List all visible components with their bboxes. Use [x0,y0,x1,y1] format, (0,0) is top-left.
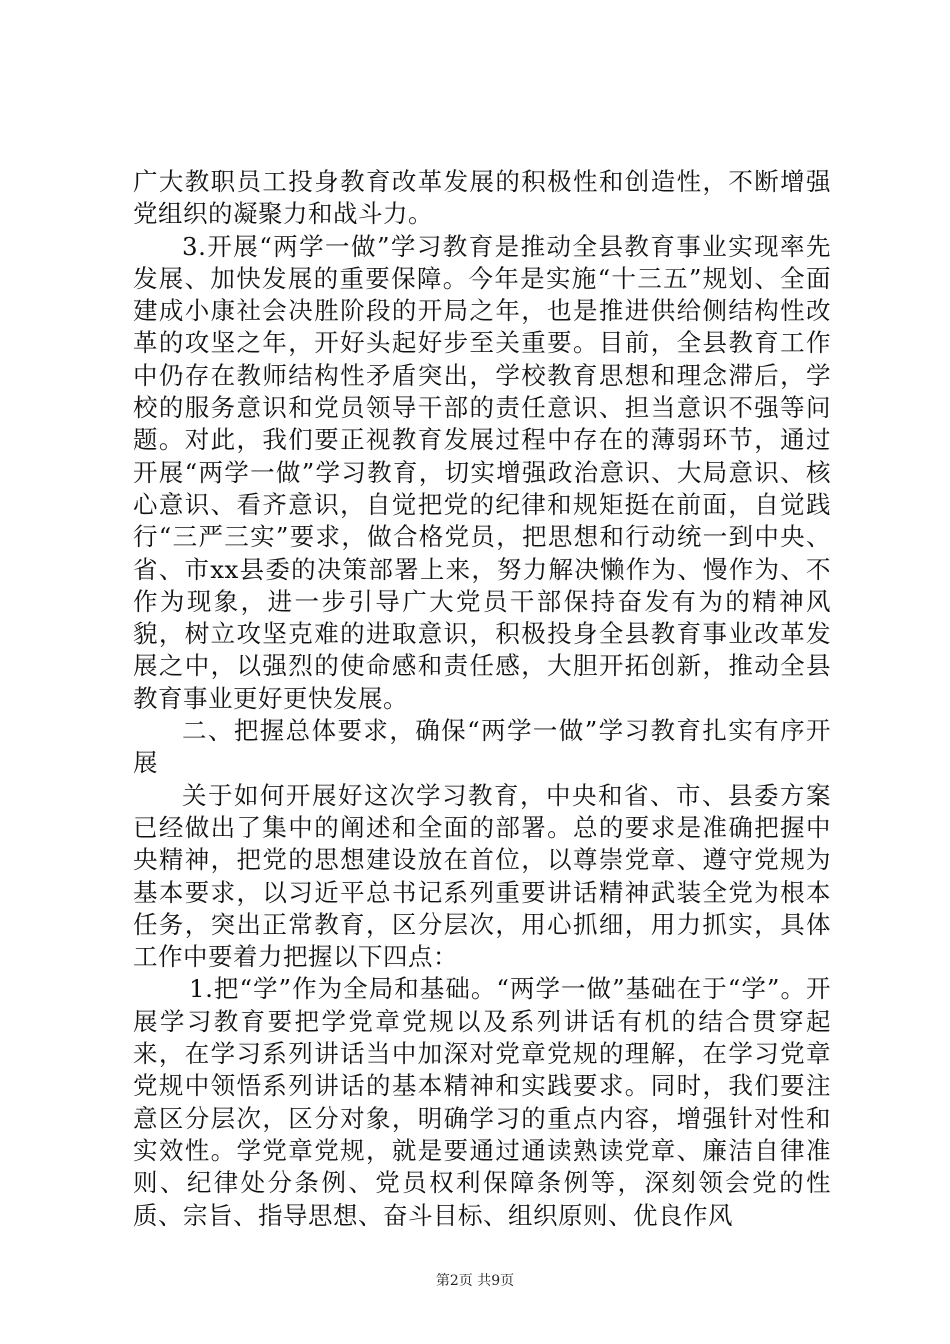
page-number-footer: 第2页 共9页 [435,1273,515,1289]
paragraph-item-3: 3.开展“两学一做”学习教育是推动全县教育事业实现率先发展、加快发展的重要保障。今年是实施“十三五”规划、全面建成小康社会决胜阶段的开局之年，也是推进供给侧结构性改革的攻坚之年，开好头起好步至关重要。目前，全县教育工作中仍存在教师结构性矛盾突出，学校教育思想和理念滞后，学校的服务意识和党员领导干部的责任意识、担当意识不强等问题。对此，我们要正视教育发展过程中存在的薄弱环节，通过开展“两学一做”学习教育，切实增强政治意识、大局意识、核心意识、看齐意识，自觉把党的纪律和规矩挺在前面，自觉践行“三严三实”要求，做合格党员，把思想和行动统一到中央、省、市xx县委的决策部署上来，努力解决懒作为、慢作为、不作为现象，进一步引导广大党员干部保持奋发有为的精神风貌，树立攻坚克难的进取意识，积极投身全县教育事业改革发展之中，以强烈的使命感和责任感，大胆开拓创新，推动全县教育事业更好更快发展。 [133,231,831,713]
section-heading-2: 二、把握总体要求，确保“两学一做”学习教育扎实有序开展 [133,716,831,778]
paragraph-continuation: 广大教职员工投身教育改革发展的积极性和创造性，不断增强党组织的凝聚力和战斗力。 [133,167,831,229]
paragraph-overall-requirements: 关于如何开展好这次学习教育，中央和省、市、县委方案已经做出了集中的阐述和全面的部署。总的要求是准确把握中央精神，把党的思想建设放在首位，以尊崇党章、遵守党规为基本要求，以习近平总书记系列重要讲话精神武装全党为根本任务，突出正常教育，区分层次，用心抓细，用力抓实，具体工作中要着力把握以下四点： [133,780,831,972]
document-body [133,166,831,1232]
paragraph-item-1: 1.把“学”作为全局和基础。“两学一做”基础在于“学”。开展学习教育要把学党章党规以及系列讲话有机的结合贯穿起来，在学习系列讲话当中加深对党章党规的理解，在学习党章党规中领悟系列讲话的基本精神和实践要求。同时，我们要注意区分层次，区分对象，明确学习的重点内容，增强针对性和实效性。学党章党规，就是要通过通读熟读党章、廉洁自律准则、纪律处分条例、党员权利保障条例等，深刻领会党的性质、宗旨、指导思想、奋斗目标、组织原则、优良作风 [133,974,831,1230]
